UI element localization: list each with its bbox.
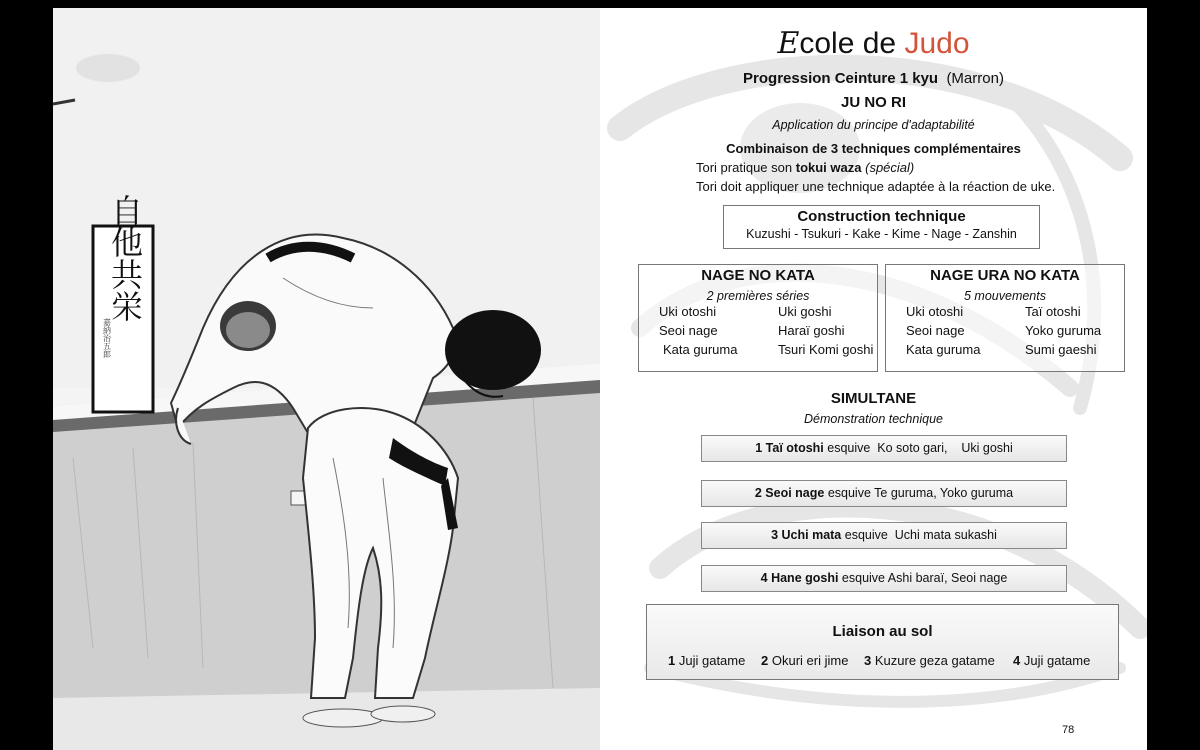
technique-item: Seoi nage xyxy=(659,323,718,338)
section-subtitle: Application du principe d'adaptabilité xyxy=(772,118,975,132)
liaison-item-number: 3 xyxy=(864,653,872,668)
progression-label: Progression Ceinture 1 kyu xyxy=(743,70,939,87)
title-initial: E xyxy=(777,26,800,61)
nage-ura-no-kata-subtitle: 5 mouvements xyxy=(964,289,1046,303)
simultane-item-counters: esquive Ashi baraï, Seoi nage xyxy=(838,571,1008,585)
technique-item: Seoi nage xyxy=(906,323,965,338)
nage-no-kata-box xyxy=(638,264,878,372)
nage-no-kata-title: NAGE NO KATA xyxy=(701,267,815,284)
construction-box xyxy=(723,205,1040,249)
technique-page xyxy=(600,8,1147,750)
simultane-subtitle: Démonstration technique xyxy=(804,412,943,426)
page-number: 78 xyxy=(1062,724,1075,736)
construction-steps: Kuzushi - Tsukuri - Kake - Kime - Nage - Zanshin xyxy=(746,227,1017,241)
technique-item: Yoko guruma xyxy=(1025,323,1102,338)
simultane-item xyxy=(701,480,1067,507)
calligraphy-signature: 嘉納治五郎 xyxy=(102,318,112,358)
liaison-item-number: 2 xyxy=(761,653,769,668)
tori-line-1-text: Tori pratique son xyxy=(696,160,796,175)
section-title: JU NO RI xyxy=(840,94,906,111)
liaison-title: Liaison au sol xyxy=(832,623,933,640)
liaison-item xyxy=(668,653,745,668)
tori-line-1-italic: (spécial) xyxy=(865,160,915,175)
progression-heading xyxy=(600,70,1147,87)
progression-note: (Marron) xyxy=(946,70,1004,87)
simultane-item-technique: 2 Seoi nage xyxy=(754,486,825,500)
liaison-item-number: 4 xyxy=(1013,653,1021,668)
liaison-item-name: Juji gatame xyxy=(678,653,746,668)
simultane-item-technique: 1 Taï otoshi xyxy=(755,441,824,455)
title-accent: Judo xyxy=(904,27,970,60)
tori-line-2: Tori doit appliquer une technique adaptée à la réaction de uke. xyxy=(696,179,1056,194)
simultane-item-counters: esquive Uchi mata sukashi xyxy=(841,528,997,542)
technique-item: Tsuri Komi goshi xyxy=(778,342,874,357)
technique-item: Sumi gaeshi xyxy=(1025,342,1097,357)
simultane-item xyxy=(701,435,1067,462)
simultane-item xyxy=(701,565,1067,592)
liaison-item-name: Okuri eri jime xyxy=(771,653,849,668)
liaison-item-name: Kuzure geza gatame xyxy=(874,653,995,668)
liaison-item-name: Juji gatame xyxy=(1023,653,1091,668)
technique-item: Kata guruma xyxy=(906,342,981,357)
page-title xyxy=(600,26,1147,61)
liaison-box xyxy=(646,604,1119,680)
technique-item: Uki otoshi xyxy=(659,304,717,319)
technique-item: Kata guruma xyxy=(663,342,738,357)
judo-throw-illustration xyxy=(53,8,600,750)
simultane-title: SIMULTANE xyxy=(830,390,917,407)
title-rest: cole de xyxy=(799,27,905,60)
judo-photo xyxy=(53,8,600,750)
simultane-item-technique: 3 Uchi mata xyxy=(771,528,842,542)
combination-title: Combinaison de 3 techniques complémentaires xyxy=(726,141,1021,156)
simultane-item-technique: 4 Hane goshi xyxy=(760,571,839,585)
liaison-item xyxy=(1013,653,1090,668)
simultane-item xyxy=(701,522,1067,549)
nage-no-kata-subtitle: 2 premières séries xyxy=(706,289,810,303)
technique-item: Uki otoshi xyxy=(906,304,964,319)
liaison-item-number: 1 xyxy=(668,653,676,668)
liaison-item xyxy=(761,653,848,668)
tori-line-1 xyxy=(696,160,914,175)
nage-ura-no-kata-box xyxy=(885,264,1125,372)
nage-ura-no-kata-title: NAGE URA NO KATA xyxy=(930,267,1080,284)
simultane-item-counters: esquive Ko soto gari, Uki goshi xyxy=(823,441,1013,455)
tori-line-1-bold: tokui waza xyxy=(795,160,862,175)
technique-item: Uki goshi xyxy=(778,304,832,319)
calligraphy: 自他共栄 xyxy=(106,194,144,322)
liaison-item xyxy=(864,653,995,668)
technique-item: Haraï goshi xyxy=(778,323,845,338)
construction-title: Construction technique xyxy=(797,208,966,225)
simultane-item-counters: esquive Te guruma, Yoko guruma xyxy=(824,486,1014,500)
technique-item: Taï otoshi xyxy=(1025,304,1081,319)
